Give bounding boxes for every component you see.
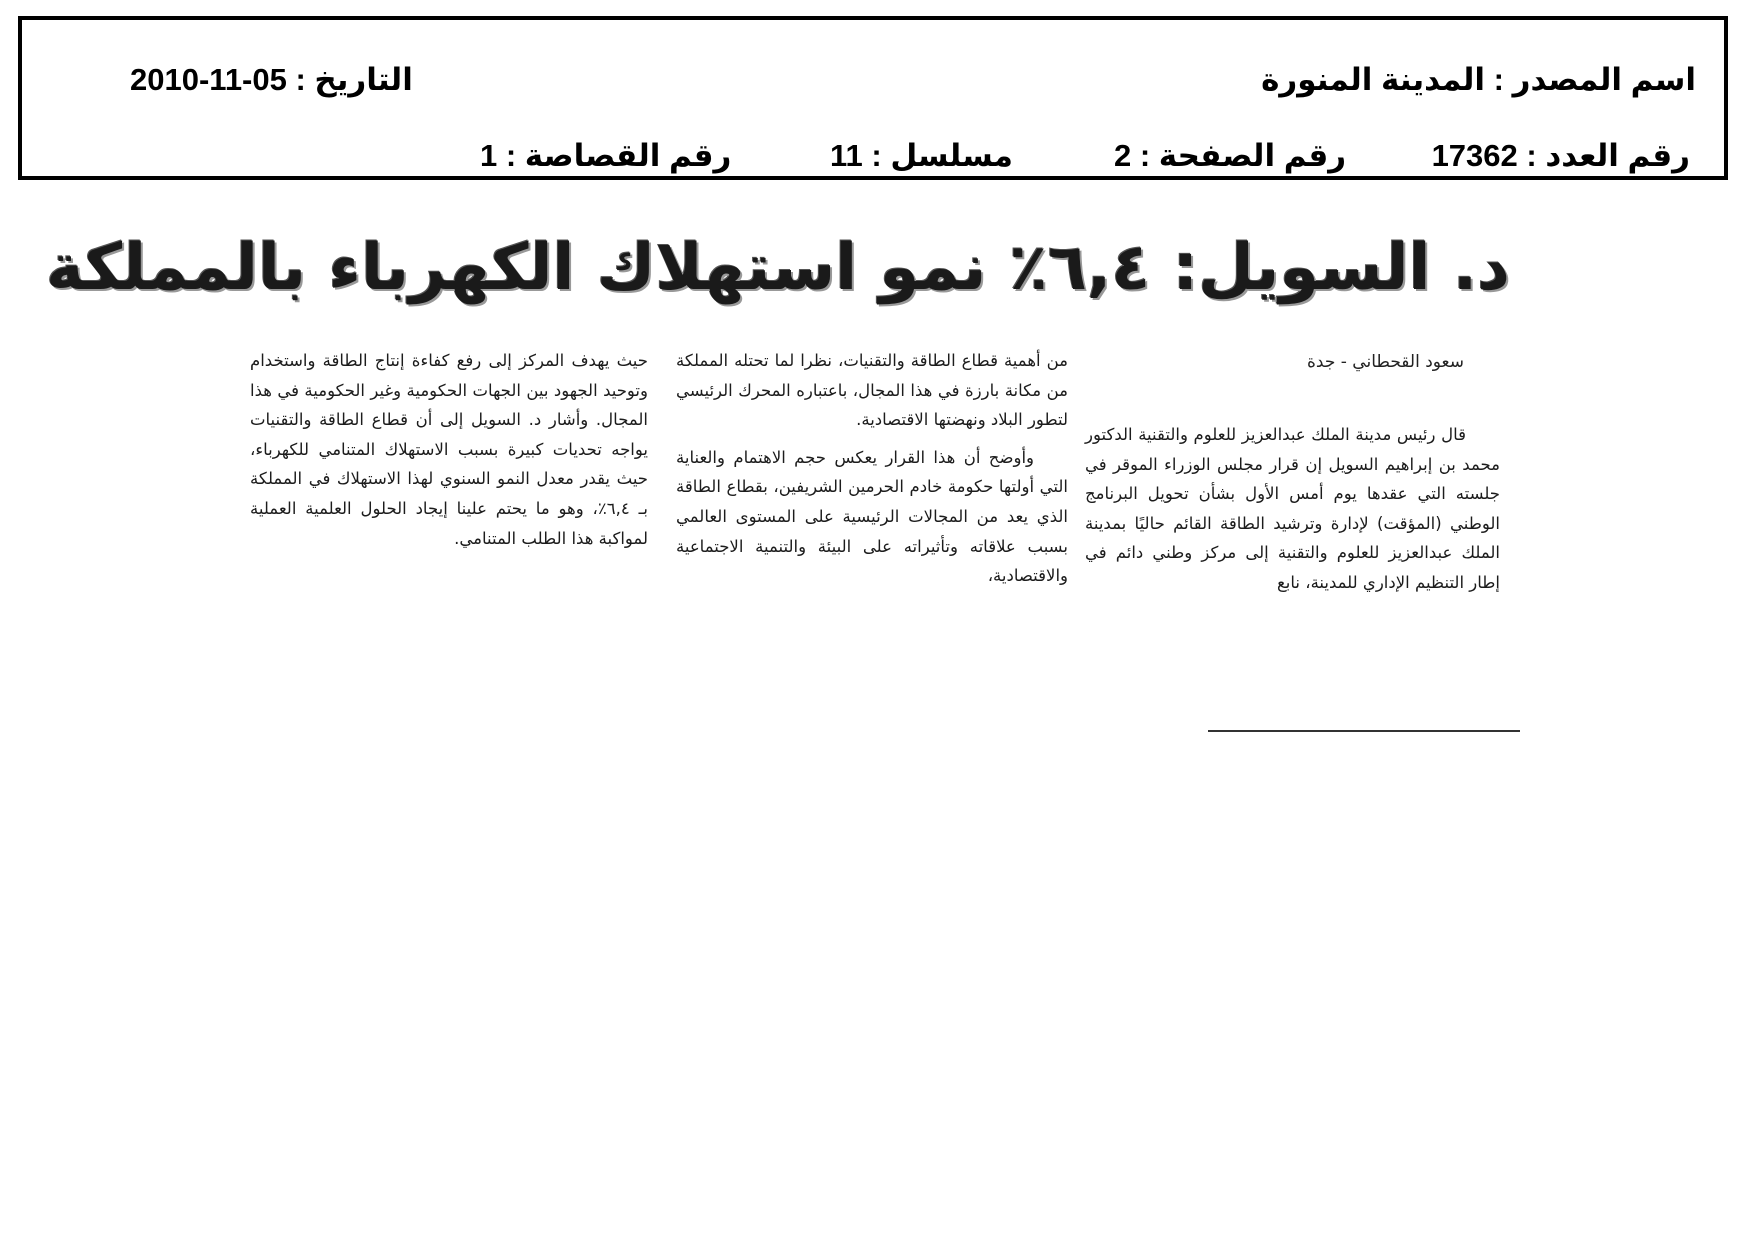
column-2-paragraph-1: من أهمية قطاع الطاقة والتقنيات، نظرا لما تحتله المملكة من مكانة بارزة في هذا المجال، باعتباره المحرك الرئيسي لتطور البلاد ونهضتها الاقتصادية. (676, 351, 1068, 430)
issue-label: رقم العدد : (1526, 138, 1690, 173)
page-field (1114, 136, 1346, 176)
issue-field (1432, 136, 1690, 176)
article-column-2 (676, 346, 1068, 591)
serial-field (830, 136, 1013, 176)
page-value: 2 (1114, 138, 1132, 173)
article-column-3 (250, 346, 648, 553)
column-3-paragraph: حيث يهدف المركز إلى رفع كفاءة إنتاج الطاقة واستخدام وتوحيد الجهود بين الجهات الحكومية وغير الحكومية في هذا المجال. وأشار د. السويل إلى أن قطاع الطاقة والتقنيات يواجه تحديات كبيرة بسبب الاستهلاك المتنامي للكهرباء، حيث يقدر معدل النمو السنوي لهذا الاستهلاك في المملكة بـ ٦,٤٪، وهو ما يحتم علينا إيجاد الحلول العلمية العملية لمواكبة هذا الطلب المتنامي. (250, 351, 649, 548)
clipping-header (18, 16, 1728, 180)
column-divider-rule (1208, 730, 1520, 732)
date-label: التاريخ : (295, 62, 413, 97)
date-value: 2010-11-05 (130, 62, 287, 97)
serial-label: مسلسل : (871, 138, 1013, 173)
clip-value: 1 (480, 138, 498, 173)
clip-field (480, 136, 731, 176)
page-label: رقم الصفحة : (1139, 138, 1347, 173)
article-column-1 (1085, 420, 1500, 598)
issue-value: 17362 (1431, 138, 1518, 173)
source-field (1261, 60, 1696, 100)
clip-label: رقم القصاصة : (505, 138, 732, 173)
date-field (130, 60, 413, 100)
article-headline: د. السويل: ٦,٤٪ نمو استهلاك الكهرباء بالمملكة (46, 231, 1510, 305)
serial-value: 11 (830, 138, 863, 173)
article-byline: سعود القحطاني - جدة (1307, 352, 1464, 372)
source-label: اسم المصدر : المدينة المنورة (1261, 62, 1696, 97)
column-1-paragraph: قال رئيس مدينة الملك عبدالعزيز للعلوم والتقنية الدكتور محمد بن إبراهيم السويل إن قرار مجلس الوزراء الموقر في جلسته التي عقدها يوم أمس الأول بشأن تحويل البرنامج الوطني (المؤقت) لإدارة وترشيد الطاقة القائم حاليًا بمدينة الملك عبدالعزيز للعلوم والتقنية إلى مركز وطني دائم في إطار التنظيم الإداري للمدينة، نابع (1085, 425, 1500, 592)
column-2-paragraph-2: وأوضح أن هذا القرار يعكس حجم الاهتمام والعناية التي أولتها حكومة خادم الحرمين الشريفين، بقطاع الطاقة الذي يعد من المجالات الرئيسية على المستوى العالمي بسبب علاقاته وتأثيراته على البيئة والتنمية الاجتماعية والاقتصادية، (676, 447, 1068, 586)
